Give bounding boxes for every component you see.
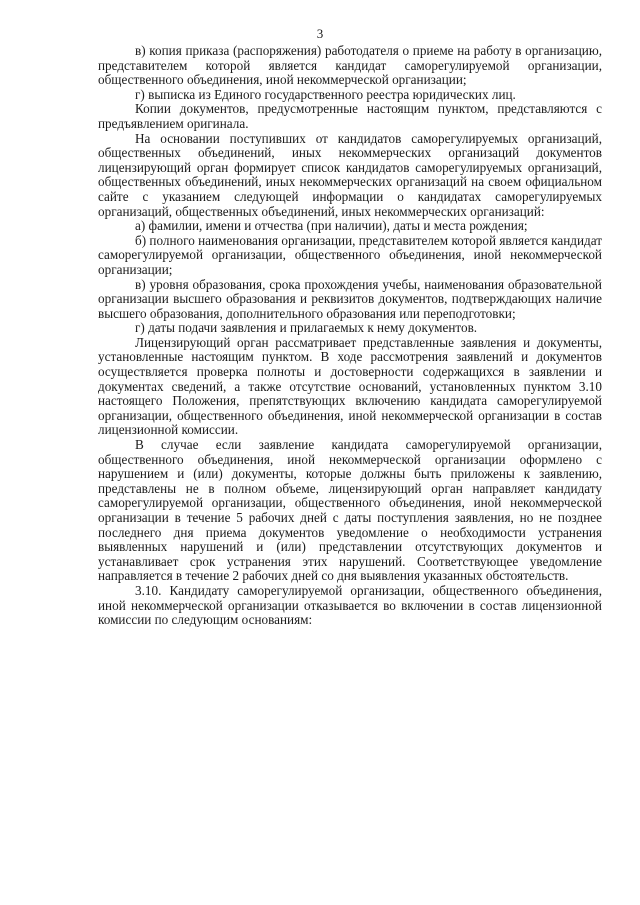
paragraph-item-v: в) уровня образования, срока прохождения учебы, наименования образовательной организации высшего образования и реквизитов документов, подтверждающих наличие высшего образования, дополнительного образования или переподготовки; xyxy=(98,276,602,321)
paragraph-item-a: а) фамилии, имени и отчества (при наличии), даты и места рождения; xyxy=(135,218,528,234)
page-number: 3 xyxy=(316,26,324,41)
paragraph-section-3-10: 3.10. Кандидату саморегулируемой организации, общественного объединения, иной некоммерческой организации отказывается во включении в состав лицензионной комиссии по следующим основаниям: xyxy=(98,582,602,628)
paragraph-candidate-list: На основании поступивших от кандидатов саморегулируемых организаций, общественных объединений, иных некоммерческих организаций документов лицензирующий орган формирует список кандидатов саморегулируемых организаций, общественных объединений, иных некоммерческих организаций на своем официальном сайте с указанием следующей информации о кандидатах саморегулируемых организаций, общественных объединений, иных некоммерческих организаций: xyxy=(98,130,602,219)
paragraph-item-g: г) даты подачи заявления и прилагаемых к нему документов. xyxy=(135,320,478,336)
document-body xyxy=(98,44,602,628)
paragraph-copies-originals: Копии документов, предусмотренные настоящим пунктом, представляются с предъявлением оригинала. xyxy=(98,101,602,131)
paragraph-item-b: б) полного наименования организации, представителем которой является кандидат саморегулируемой организации, общественного объединения, иной некоммерческой организации; xyxy=(98,232,602,277)
paragraph-violations-notice: В случае если заявление кандидата саморегулируемой организации, общественного объединения, иной некоммерческой организации оформлено с нарушением и (или) документы, которые должны быть приложены к заявлению, представлены не в полном объеме, лицензирующий орган направляет кандидату саморегулируемой организации, общественного объединения, иной некоммерческой организации в течение 5 рабочих дней с даты поступления заявления, но не позднее последнего дня приема документов уведомление о необходимости устранения выявленных нарушений и (или) представлении отсутствующих документов и устанавливает срок устранения этих нарушений. Соответствующее уведомление направляется в течение 2 рабочих дней со дня выявления указанных обстоятельств. xyxy=(98,437,602,584)
paragraph-review: Лицензирующий орган рассматривает представленные заявления и документы, установленные настоящим пунктом. В ходе рассмотрения заявлений и документов осуществляется проверка полноты и достоверности содержащихся в заявлении и документах сведений, а также отсутствие оснований, установленных пунктом 3.10 настоящего Положения, препятствующих включению кандидата саморегулируемой организации, общественного объединения, иной некоммерческой организации в состав лицензионной комиссии. xyxy=(98,334,602,438)
paragraph-copy-of-order: в) копия приказа (распоряжения) работодателя о приеме на работу в организацию, представителем которой является кандидат саморегулируемой организации, общественного объединения, иной некоммерческой организации; xyxy=(98,43,602,88)
paragraph-registry-extract: г) выписка из Единого государственного реестра юридических лиц. xyxy=(135,86,516,102)
